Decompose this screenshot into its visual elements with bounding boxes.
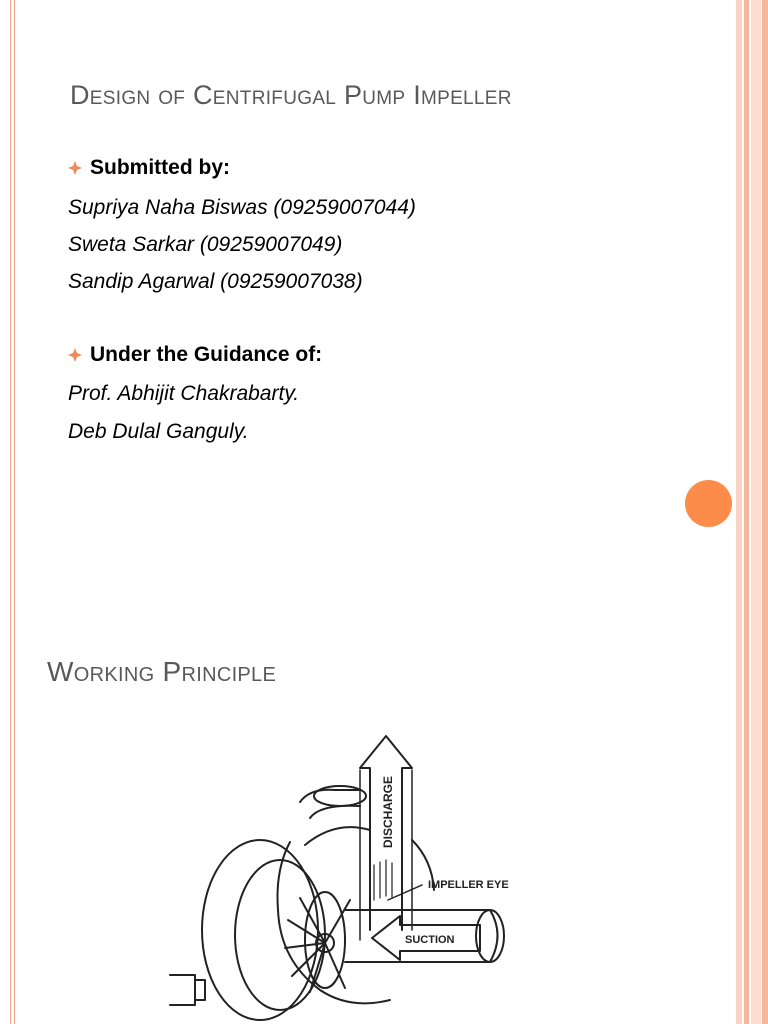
diamond-bullet-icon — [68, 348, 82, 362]
left-border-line-2 — [14, 0, 15, 1024]
slide2-title: Working Principle — [47, 656, 277, 687]
diamond-bullet-icon — [68, 161, 82, 175]
suction-label: SUCTION — [405, 934, 455, 946]
centrifugal-pump-diagram — [160, 730, 530, 1024]
member-1: Supriya Naha Biswas (09259007044) — [68, 196, 416, 219]
submitted-by-label: Submitted by: — [90, 156, 230, 179]
slide1-title: Design of Centrifugal Pump Impeller — [70, 80, 512, 110]
right-border-band-light-2 — [751, 0, 761, 1024]
left-border-line-1 — [10, 0, 11, 1024]
right-border-band-edge — [762, 0, 768, 1024]
right-border-band-mid — [744, 0, 749, 1024]
impeller-eye-label: IMPELLER EYE — [428, 879, 509, 891]
discharge-label: DISCHARGE — [381, 775, 395, 848]
decorative-orange-circle — [685, 480, 732, 527]
right-border-band-light — [736, 0, 742, 1024]
member-3: Sandip Agarwal (09259007038) — [68, 270, 363, 293]
guide-2: Deb Dulal Ganguly. — [68, 420, 249, 443]
guide-1: Prof. Abhijit Chakrabarty. — [68, 382, 300, 405]
guidance-label: Under the Guidance of: — [90, 343, 323, 366]
member-2: Sweta Sarkar (09259007049) — [68, 233, 343, 256]
guidance-bullet — [68, 343, 322, 367]
submitted-by-bullet — [68, 156, 230, 180]
